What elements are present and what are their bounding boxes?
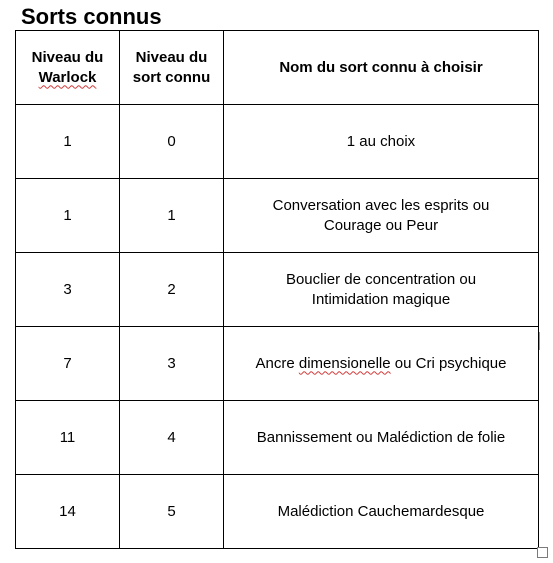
spell-name-line2: Courage ou Peur xyxy=(323,216,439,234)
cell-warlock-level: 1 xyxy=(16,105,120,179)
cell-spell-name xyxy=(224,105,539,179)
cell-spell-level: 5 xyxy=(120,475,224,549)
cell-warlock-level: 3 xyxy=(16,253,120,327)
header-warlock-level xyxy=(16,31,120,105)
cell-spell-level: 4 xyxy=(120,401,224,475)
cell-spell-level: 3 xyxy=(120,327,224,401)
cell-spell-name xyxy=(224,401,539,475)
header-spell-level-line1: Niveau du xyxy=(135,48,208,66)
document-title: Sorts connus xyxy=(21,4,162,29)
header-spell-level-line2: sort connu xyxy=(132,68,211,86)
row-end-marker xyxy=(539,332,540,350)
table-row xyxy=(16,179,539,253)
table-row xyxy=(16,253,539,327)
cell-spell-name xyxy=(224,253,539,327)
header-warlock-level-line2: Warlock xyxy=(38,68,97,86)
table-row xyxy=(16,105,539,179)
cell-spell-level: 0 xyxy=(120,105,224,179)
cell-warlock-level: 14 xyxy=(16,475,120,549)
spell-name-post: ou Cri psychique xyxy=(390,354,507,372)
cell-warlock-level: 1 xyxy=(16,179,120,253)
cell-warlock-level: 7 xyxy=(16,327,120,401)
cell-spell-level: 1 xyxy=(120,179,224,253)
header-spell-name: Nom du sort connu à choisir xyxy=(224,31,539,105)
table-resize-handle[interactable] xyxy=(537,547,548,558)
table-row xyxy=(16,401,539,475)
spell-name-line1: Bouclier de concentration ou xyxy=(285,270,477,288)
table-row xyxy=(16,475,539,549)
known-spells-table xyxy=(15,30,539,549)
table-row xyxy=(16,327,539,401)
header-warlock-level-line1: Niveau du xyxy=(31,48,104,66)
spell-name-line2: Intimidation magique xyxy=(311,290,451,308)
spell-name-pre: Ancre xyxy=(255,354,299,372)
spell-name-flagged-word: dimensionelle xyxy=(298,354,391,372)
spell-name-line1: Bannissement ou Malédiction de folie xyxy=(256,428,506,446)
header-spell-level xyxy=(120,31,224,105)
cell-spell-level: 2 xyxy=(120,253,224,327)
cell-spell-name xyxy=(224,475,539,549)
spell-name-line1: Conversation avec les esprits ou xyxy=(272,196,490,214)
spell-name-line1: Malédiction Cauchemardesque xyxy=(277,502,485,520)
cell-spell-name xyxy=(224,179,539,253)
cell-spell-name xyxy=(224,327,539,401)
cell-warlock-level: 11 xyxy=(16,401,120,475)
spell-name-line1: 1 au choix xyxy=(346,132,416,150)
table-header-row xyxy=(16,31,539,105)
